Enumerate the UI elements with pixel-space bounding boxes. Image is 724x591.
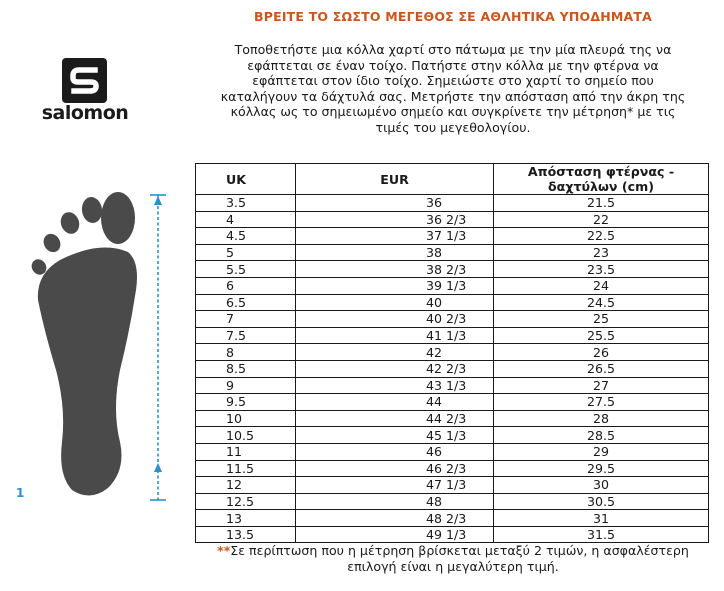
cell-uk: 8 <box>196 344 296 361</box>
cell-uk: 6.5 <box>196 294 296 311</box>
cell-eur: 48 2/3 <box>296 510 494 527</box>
cell-uk: 8.5 <box>196 360 296 377</box>
cell-cm: 24 <box>494 277 709 294</box>
table-row <box>196 493 709 510</box>
table-row <box>196 344 709 361</box>
header-eur: EUR <box>296 164 494 195</box>
footnote <box>196 543 710 575</box>
cell-cm: 23.5 <box>494 261 709 278</box>
cell-cm: 23 <box>494 244 709 261</box>
cell-cm: 25 <box>494 311 709 328</box>
cell-cm: 26.5 <box>494 360 709 377</box>
cell-uk: 7.5 <box>196 327 296 344</box>
table-row <box>196 294 709 311</box>
header-cm: Απόσταση φτέρνας - δαχτύλων (cm) <box>494 164 709 195</box>
cell-uk: 7 <box>196 311 296 328</box>
table-row <box>196 460 709 477</box>
cell-cm: 27.5 <box>494 394 709 411</box>
footnote-text: Σε περίπτωση που η μέτρηση βρίσκεται μεταξύ 2 τιμών, η ασφαλέστερη επιλογή είναι η μεγαλύτερη τιμή. <box>230 543 689 574</box>
cell-eur: 39 1/3 <box>296 277 494 294</box>
cell-uk: 5.5 <box>196 261 296 278</box>
cell-cm: 29 <box>494 443 709 460</box>
table-row <box>196 327 709 344</box>
cell-eur: 38 <box>296 244 494 261</box>
cell-eur: 47 1/3 <box>296 477 494 494</box>
cell-eur: 38 2/3 <box>296 261 494 278</box>
table-header-row <box>196 164 709 195</box>
cell-cm: 24.5 <box>494 294 709 311</box>
table-row <box>196 427 709 444</box>
cell-eur: 45 1/3 <box>296 427 494 444</box>
cell-eur: 41 1/3 <box>296 327 494 344</box>
cell-eur: 36 <box>296 195 494 212</box>
foot-silhouette-icon <box>29 192 137 496</box>
cell-uk: 6 <box>196 277 296 294</box>
cell-uk: 3.5 <box>196 195 296 212</box>
table-row <box>196 211 709 228</box>
cell-eur: 46 2/3 <box>296 460 494 477</box>
cell-cm: 22 <box>494 211 709 228</box>
table-row <box>196 261 709 278</box>
table-row <box>196 526 709 543</box>
table-row <box>196 195 709 212</box>
cell-uk: 4.5 <box>196 228 296 245</box>
cell-cm: 29.5 <box>494 460 709 477</box>
cell-eur: 48 <box>296 493 494 510</box>
cell-cm: 22.5 <box>494 228 709 245</box>
table-row <box>196 477 709 494</box>
cell-uk: 9 <box>196 377 296 394</box>
cell-eur: 37 1/3 <box>296 228 494 245</box>
cell-cm: 25.5 <box>494 327 709 344</box>
cell-cm: 31.5 <box>494 526 709 543</box>
salomon-wordmark: salomon <box>41 102 129 124</box>
table-row <box>196 510 709 527</box>
foot-illustration <box>0 170 190 510</box>
illustration-label: 1 <box>16 486 25 500</box>
cell-uk: 10 <box>196 410 296 427</box>
salomon-s-icon <box>62 58 107 103</box>
cell-uk: 11.5 <box>196 460 296 477</box>
header-uk: UK <box>196 164 296 195</box>
cell-uk: 5 <box>196 244 296 261</box>
table-row <box>196 244 709 261</box>
cell-cm: 28 <box>494 410 709 427</box>
table-row <box>196 443 709 460</box>
cell-cm: 26 <box>494 344 709 361</box>
table-row <box>196 311 709 328</box>
table-row <box>196 277 709 294</box>
cell-uk: 13 <box>196 510 296 527</box>
length-measure-line <box>150 195 166 500</box>
size-chart-table <box>195 163 709 543</box>
cell-eur: 42 2/3 <box>296 360 494 377</box>
table-row <box>196 410 709 427</box>
cell-uk: 13.5 <box>196 526 296 543</box>
cell-eur: 46 <box>296 443 494 460</box>
page-title: ΒΡΕΙΤΕ ΤΟ ΣΩΣΤΟ ΜΕΓΕΘΟΣ ΣΕ ΑΘΛΗΤΙΚΑ ΥΠΟΔΗΜΑΤΑ <box>254 9 652 24</box>
footnote-stars: ** <box>217 543 231 558</box>
cell-uk: 4 <box>196 211 296 228</box>
table-row <box>196 360 709 377</box>
cell-eur: 44 2/3 <box>296 410 494 427</box>
cell-cm: 31 <box>494 510 709 527</box>
cell-cm: 30.5 <box>494 493 709 510</box>
cell-eur: 36 2/3 <box>296 211 494 228</box>
cell-cm: 21.5 <box>494 195 709 212</box>
table-row <box>196 394 709 411</box>
cell-eur: 49 1/3 <box>296 526 494 543</box>
cell-eur: 44 <box>296 394 494 411</box>
instructions-text: Τοποθετήστε μια κόλλα χαρτί στο πάτωμα με την μία πλευρά της να εφάπτεται σε έναν τοίχο. Πατήστε στην κόλλα με την φτέρνα να εφάπτεται στον ίδιο τοίχο. Σημειώστε στο χαρτί το σημείο που καταλήγουν τα δάχτυλά σας. Μετρήστε την απόσταση από την άκρη της κόλλας ως το σημειωμένο σημείο και συγκρίνετε την μέτρηση* με τις τιμές του μεγεθολογίου. <box>220 42 686 135</box>
cell-uk: 12.5 <box>196 493 296 510</box>
cell-cm: 30 <box>494 477 709 494</box>
cell-uk: 10.5 <box>196 427 296 444</box>
table-row <box>196 377 709 394</box>
cell-cm: 28.5 <box>494 427 709 444</box>
cell-eur: 42 <box>296 344 494 361</box>
cell-eur: 40 <box>296 294 494 311</box>
cell-uk: 11 <box>196 443 296 460</box>
cell-uk: 9.5 <box>196 394 296 411</box>
cell-eur: 40 2/3 <box>296 311 494 328</box>
cell-uk: 12 <box>196 477 296 494</box>
cell-cm: 27 <box>494 377 709 394</box>
table-row <box>196 228 709 245</box>
cell-eur: 43 1/3 <box>296 377 494 394</box>
